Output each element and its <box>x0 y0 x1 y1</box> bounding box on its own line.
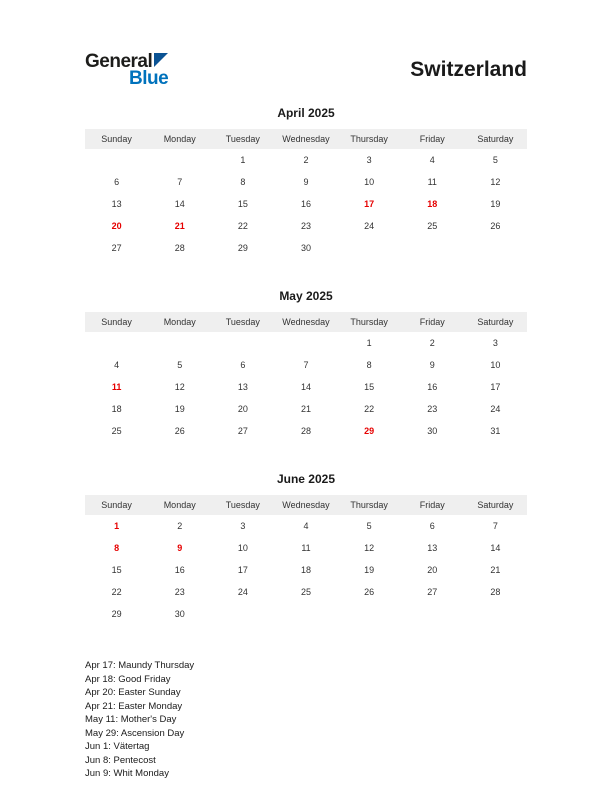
week-row <box>85 559 527 581</box>
day-cell: 29 <box>364 426 375 436</box>
day-cell: 22 <box>111 587 122 597</box>
day-cell: 3 <box>240 521 246 531</box>
month-april <box>85 106 527 259</box>
day-cell: 29 <box>237 243 248 253</box>
day-cell: 3 <box>366 155 372 165</box>
day-cell: 19 <box>364 565 375 575</box>
day-cell: 22 <box>237 221 248 231</box>
week-row <box>85 537 527 559</box>
weekday-header: Friday <box>401 129 464 149</box>
day-cell: 20 <box>111 221 122 231</box>
week-row <box>85 420 527 442</box>
week-row <box>85 215 527 237</box>
month-grid <box>85 495 527 625</box>
weekday-header: Monday <box>148 312 211 332</box>
day-cell: 9 <box>177 543 183 553</box>
weekday-header: Tuesday <box>211 312 274 332</box>
day-cell: 15 <box>111 565 122 575</box>
holiday-note: Jun 1: Vätertag <box>85 741 150 752</box>
holiday-note: May 11: Mother's Day <box>85 714 177 725</box>
day-cell: 2 <box>303 155 309 165</box>
weekday-header: Wednesday <box>274 312 337 332</box>
week-row <box>85 237 527 259</box>
day-cell: 20 <box>427 565 438 575</box>
day-cell: 25 <box>300 587 311 597</box>
week-row <box>85 376 527 398</box>
day-cell: 3 <box>492 338 498 348</box>
weekday-header: Thursday <box>338 495 401 515</box>
day-cell: 24 <box>364 221 375 231</box>
holiday-note: Jun 8: Pentecost <box>85 754 156 766</box>
day-cell: 14 <box>300 382 311 392</box>
empty-cell <box>211 603 274 625</box>
day-cell: 27 <box>237 426 248 436</box>
day-cell: 14 <box>490 543 501 553</box>
day-cell: 28 <box>300 426 311 436</box>
day-cell: 16 <box>427 382 438 392</box>
logo-text-blue: Blue <box>129 68 169 89</box>
weekday-header: Tuesday <box>211 495 274 515</box>
empty-cell <box>464 237 527 259</box>
day-cell: 18 <box>427 199 438 209</box>
day-cell: 10 <box>237 543 248 553</box>
day-cell: 18 <box>111 404 122 414</box>
week-row <box>85 193 527 215</box>
day-cell: 8 <box>366 360 372 370</box>
day-cell: 20 <box>237 404 248 414</box>
day-cell: 12 <box>174 382 185 392</box>
day-cell: 1 <box>366 338 372 348</box>
day-cell: 29 <box>111 609 122 619</box>
day-cell: 12 <box>490 177 501 187</box>
day-cell: 1 <box>240 155 246 165</box>
day-cell: 19 <box>174 404 185 414</box>
day-cell: 11 <box>111 382 122 392</box>
weekday-header: Sunday <box>85 495 148 515</box>
month-grid <box>85 312 527 442</box>
week-row <box>85 398 527 420</box>
holiday-note: Apr 20: Easter Sunday <box>85 687 181 698</box>
month-may <box>85 289 527 442</box>
month-june <box>85 472 527 625</box>
weekday-header: Sunday <box>85 129 148 149</box>
holiday-note: Apr 18: Good Friday <box>85 673 171 685</box>
empty-cell <box>338 603 401 625</box>
day-cell: 11 <box>301 543 311 553</box>
day-cell: 15 <box>237 199 248 209</box>
holiday-notes-list <box>85 659 527 781</box>
week-row <box>85 603 527 625</box>
weekday-header: Saturday <box>464 129 527 149</box>
day-cell: 17 <box>490 382 501 392</box>
day-cell: 13 <box>427 543 438 553</box>
day-cell: 26 <box>174 426 185 436</box>
day-cell: 5 <box>366 521 372 531</box>
day-cell: 8 <box>114 543 120 553</box>
month-title: April 2025 <box>277 106 335 120</box>
day-cell: 16 <box>174 565 185 575</box>
months-container <box>85 106 527 625</box>
week-row <box>85 581 527 603</box>
weekday-header: Saturday <box>464 495 527 515</box>
day-cell: 17 <box>364 199 375 209</box>
weekday-header: Monday <box>148 495 211 515</box>
day-cell: 21 <box>174 221 185 231</box>
empty-cell <box>401 603 464 625</box>
day-cell: 10 <box>490 360 501 370</box>
week-row <box>85 515 527 537</box>
empty-cell <box>85 149 148 171</box>
day-cell: 25 <box>427 221 438 231</box>
day-cell: 21 <box>490 565 501 575</box>
week-row <box>85 171 527 193</box>
day-cell: 4 <box>429 155 435 165</box>
day-cell: 12 <box>364 543 375 553</box>
weekday-header: Thursday <box>338 129 401 149</box>
day-cell: 4 <box>114 360 120 370</box>
logo-flag-icon <box>154 53 168 67</box>
day-cell: 16 <box>300 199 311 209</box>
day-cell: 8 <box>240 177 246 187</box>
day-cell: 10 <box>364 177 375 187</box>
day-cell: 6 <box>429 521 435 531</box>
holiday-note: May 29: Ascension Day <box>85 727 185 739</box>
day-cell: 1 <box>114 521 120 531</box>
day-cell: 6 <box>240 360 246 370</box>
day-cell: 27 <box>427 587 438 597</box>
day-cell: 24 <box>237 587 248 597</box>
day-cell: 11 <box>427 177 437 187</box>
empty-cell <box>274 332 337 354</box>
day-cell: 9 <box>429 360 435 370</box>
day-cell: 13 <box>111 199 122 209</box>
month-grid <box>85 129 527 259</box>
weekday-header: Monday <box>148 129 211 149</box>
week-row <box>85 332 527 354</box>
day-cell: 28 <box>490 587 501 597</box>
day-cell: 13 <box>237 382 248 392</box>
empty-cell <box>211 332 274 354</box>
day-cell: 30 <box>300 243 311 253</box>
weekday-header: Tuesday <box>211 129 274 149</box>
day-cell: 19 <box>490 199 501 209</box>
weekday-header: Friday <box>401 312 464 332</box>
page-title: Switzerland <box>410 58 527 81</box>
day-cell: 30 <box>427 426 438 436</box>
week-row <box>85 149 527 171</box>
month-title: May 2025 <box>279 289 333 303</box>
page-header <box>85 52 527 88</box>
holiday-note: Apr 17: Maundy Thursday <box>85 660 195 671</box>
empty-cell <box>148 332 211 354</box>
weekday-header: Thursday <box>338 312 401 332</box>
weekday-header: Friday <box>401 495 464 515</box>
empty-cell <box>148 149 211 171</box>
weekday-header: Sunday <box>85 312 148 332</box>
day-cell: 26 <box>364 587 375 597</box>
day-cell: 5 <box>492 155 498 165</box>
day-cell: 28 <box>174 243 185 253</box>
day-cell: 7 <box>492 521 498 531</box>
day-cell: 15 <box>364 382 375 392</box>
empty-cell <box>401 237 464 259</box>
day-cell: 24 <box>490 404 501 414</box>
day-cell: 26 <box>490 221 501 231</box>
day-cell: 9 <box>303 177 309 187</box>
day-cell: 23 <box>300 221 311 231</box>
empty-cell <box>274 603 337 625</box>
day-cell: 22 <box>364 404 375 414</box>
month-title: June 2025 <box>276 472 336 486</box>
general-blue-logo <box>85 52 195 88</box>
day-cell: 23 <box>427 404 438 414</box>
day-cell: 21 <box>300 404 311 414</box>
day-cell: 30 <box>174 609 185 619</box>
holiday-note: Jun 9: Whit Monday <box>85 768 169 779</box>
holiday-note: Apr 21: Easter Monday <box>85 700 183 712</box>
day-cell: 25 <box>111 426 122 436</box>
day-cell: 23 <box>174 587 185 597</box>
weekday-header: Saturday <box>464 312 527 332</box>
day-cell: 2 <box>429 338 435 348</box>
week-row <box>85 354 527 376</box>
empty-cell <box>338 237 401 259</box>
day-cell: 6 <box>114 177 120 187</box>
day-cell: 2 <box>177 521 183 531</box>
day-cell: 4 <box>303 521 309 531</box>
day-cell: 27 <box>111 243 122 253</box>
day-cell: 7 <box>177 177 183 187</box>
day-cell: 31 <box>490 426 501 436</box>
empty-cell <box>464 603 527 625</box>
logo-text-general: General <box>85 51 153 72</box>
weekday-header: Wednesday <box>274 129 337 149</box>
empty-cell <box>85 332 148 354</box>
day-cell: 5 <box>177 360 183 370</box>
day-cell: 14 <box>174 199 185 209</box>
weekday-header: Wednesday <box>274 495 337 515</box>
day-cell: 17 <box>237 565 248 575</box>
day-cell: 18 <box>300 565 311 575</box>
day-cell: 7 <box>303 360 309 370</box>
